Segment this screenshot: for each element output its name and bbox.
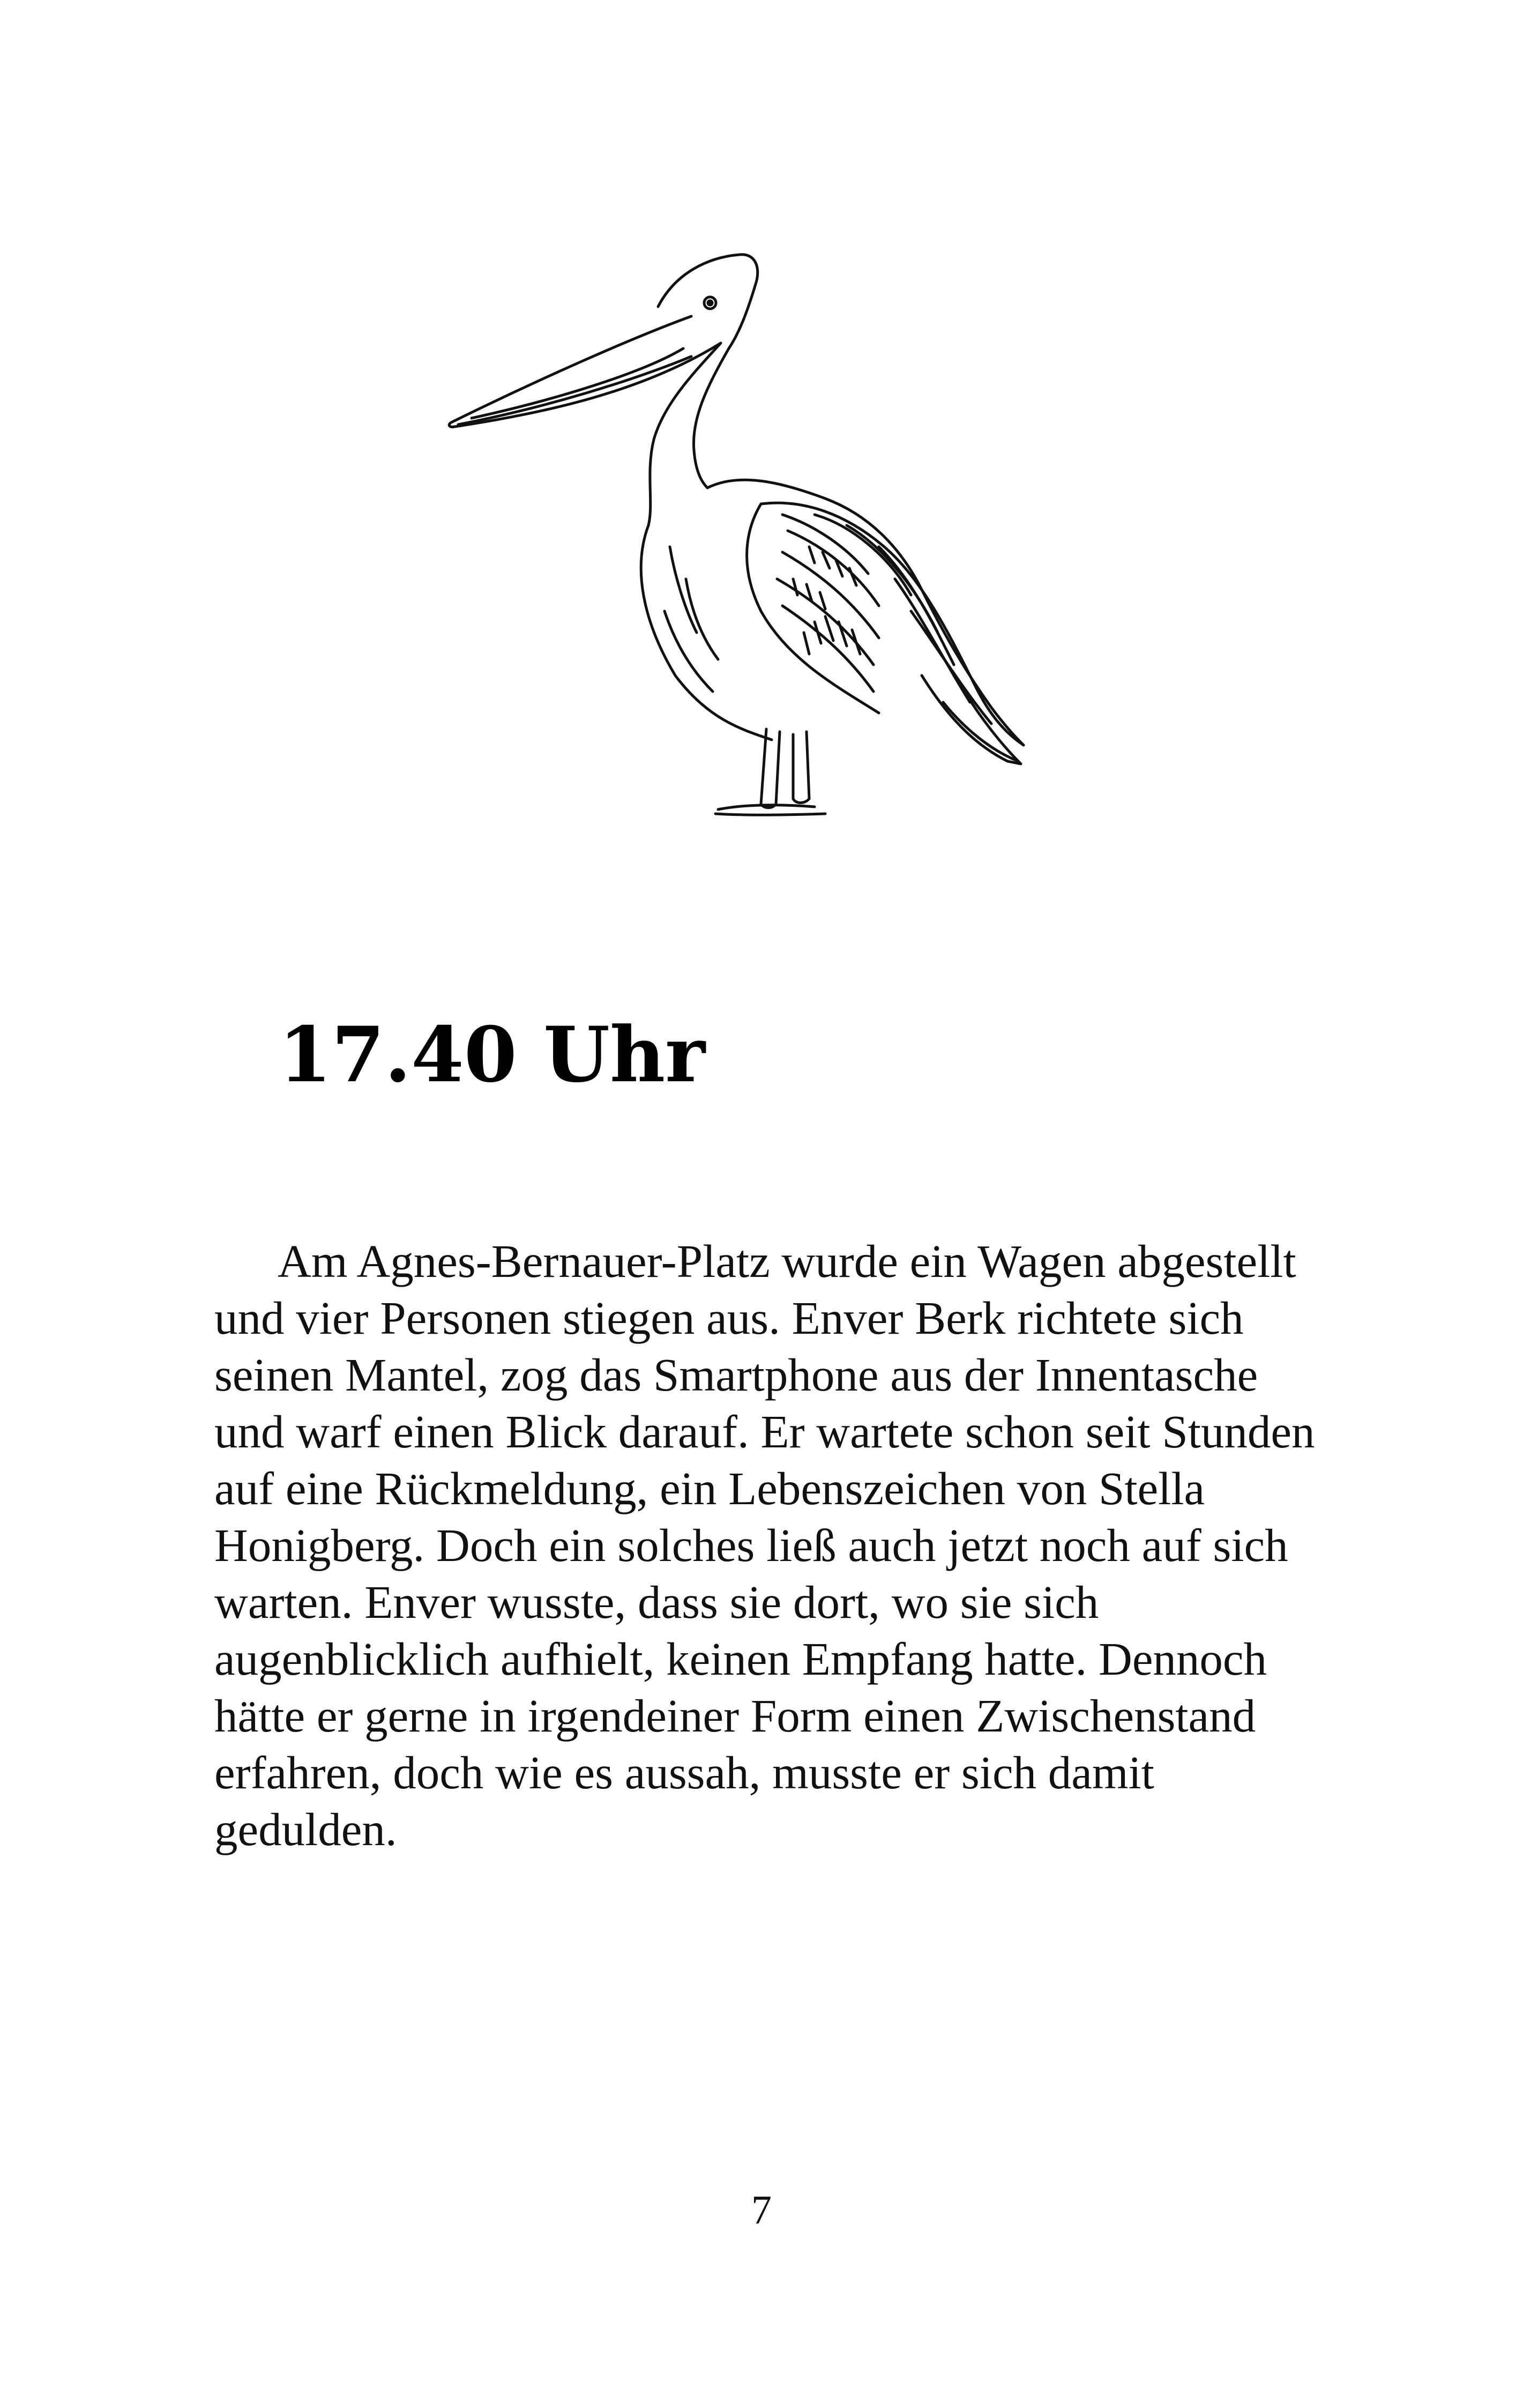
pelican-illustration — [439, 247, 1093, 863]
body-paragraph: Am Agnes-Bernauer-Platz wurde ein Wagen abgestellt und vier Personen stiegen aus. Enver Berk richtete sich seinen Mantel, zog das Smartphone aus der Innentasche und warf einen Blick darauf. Er wartete schon seit Stunden auf eine Rückmeldung, ein Lebenszeichen von Stella Honigberg. Doch ein solches ließ auch jetzt noch auf sich warten. Enver wusste, dass sie dort, wo sie sich augenblicklich aufhielt, keinen Empfang hatte. Dennoch hätte er gerne in irgendeiner Form einen Zwischenstand erfahren, doch wie es aussah, musste er sich damit gedulden. — [214, 1235, 1315, 1855]
chapter-title: 17.40 Uhr — [279, 1010, 705, 1099]
page-number: 7 — [751, 2188, 772, 2233]
